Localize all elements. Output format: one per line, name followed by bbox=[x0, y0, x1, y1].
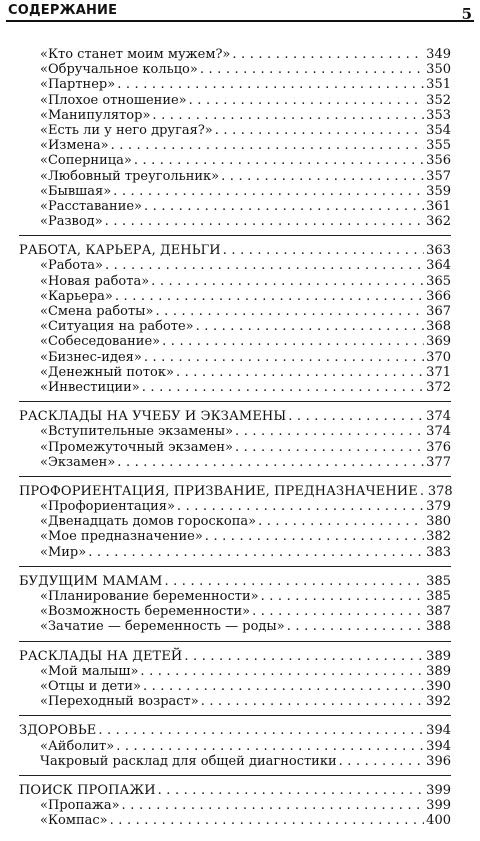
toc-entry-page-number: 364 bbox=[426, 258, 451, 274]
toc-section-heading-page-number: 389 bbox=[426, 648, 451, 664]
toc-section-heading-page-number: 363 bbox=[426, 243, 451, 259]
toc-section-heading-label: РАБОТА, КАРЬЕРА, ДЕНЬГИ bbox=[19, 243, 221, 259]
toc-entry-label: «Манипулятор» bbox=[40, 107, 151, 123]
dot-leader bbox=[205, 529, 424, 544]
toc-entry-page-number: 390 bbox=[426, 678, 451, 694]
dot-leader bbox=[88, 545, 424, 560]
dot-leader bbox=[110, 813, 425, 828]
dot-leader bbox=[339, 754, 425, 769]
toc-entry-page-number: 361 bbox=[426, 198, 451, 214]
toc-entry bbox=[19, 350, 451, 365]
toc-entry-label: «Ситуация на работе» bbox=[40, 319, 194, 335]
dot-leader bbox=[113, 184, 424, 199]
toc-section-heading-label: ПОИСК ПРОПАЖИ bbox=[19, 782, 156, 798]
toc-section-heading-label: ПРОФОРИЕНТАЦИЯ, ПРИЗВАНИЕ, ПРЕДНАЗНАЧЕНИЕ bbox=[19, 483, 418, 499]
toc-entry bbox=[19, 619, 451, 634]
toc-entry-page-number: 385 bbox=[426, 589, 451, 604]
toc-section bbox=[19, 574, 451, 642]
toc-entry-label: «Экзамен» bbox=[40, 454, 116, 470]
dot-leader bbox=[196, 319, 425, 334]
toc-entry bbox=[19, 380, 451, 395]
dot-leader bbox=[117, 77, 424, 92]
toc-entry-page-number: 372 bbox=[426, 379, 451, 395]
toc-entry bbox=[19, 289, 451, 304]
toc-entry-label: «Соперница» bbox=[40, 153, 132, 169]
dot-leader bbox=[200, 62, 424, 77]
toc-entry bbox=[19, 529, 451, 544]
toc-entry-label: Чакровый расклад для общей диагностики bbox=[40, 753, 337, 769]
dot-leader bbox=[134, 153, 424, 168]
toc-section bbox=[19, 409, 451, 477]
toc-entry bbox=[19, 274, 451, 289]
toc-entry-label: «Партнер» bbox=[40, 77, 116, 93]
toc-section bbox=[19, 484, 451, 567]
toc-section-heading bbox=[19, 484, 451, 499]
toc-entry-page-number: 371 bbox=[426, 364, 451, 380]
toc-section bbox=[19, 723, 451, 776]
toc-entry bbox=[19, 319, 451, 334]
dot-leader bbox=[115, 289, 424, 304]
dot-leader bbox=[420, 484, 426, 499]
toc-entry-page-number: 377 bbox=[426, 454, 451, 470]
toc-entry-label: «Есть ли у него другая?» bbox=[40, 122, 213, 138]
toc-entry bbox=[19, 514, 451, 529]
header-divider bbox=[6, 20, 474, 22]
toc-entry-label: «Планирование беременности» bbox=[40, 589, 259, 604]
dot-leader bbox=[288, 409, 424, 424]
table-of-contents bbox=[19, 47, 451, 841]
toc-entry-label: «Мое предназначение» bbox=[40, 529, 203, 545]
toc-entry-page-number: 376 bbox=[426, 439, 451, 455]
toc-entry bbox=[19, 153, 451, 168]
toc-entry-page-number: 365 bbox=[426, 273, 451, 289]
toc-entry-page-number: 349 bbox=[426, 47, 451, 62]
toc-entry-label: «Смена работы» bbox=[40, 304, 154, 319]
toc-entry-label: «Промежуточный экзамен» bbox=[40, 439, 233, 455]
toc-section-heading-page-number: 374 bbox=[426, 409, 451, 425]
toc-entry-label: «Любовный треугольник» bbox=[40, 168, 220, 184]
toc-entry bbox=[19, 499, 451, 514]
toc-section-heading-label: ЗДОРОВЬЕ bbox=[19, 723, 97, 739]
toc-entry-page-number: 383 bbox=[426, 544, 451, 560]
toc-section-heading-page-number: 378 bbox=[427, 483, 453, 499]
toc-entry-page-number: 359 bbox=[426, 183, 451, 199]
dot-leader bbox=[98, 723, 424, 738]
toc-entry-label: «Собеседование» bbox=[40, 334, 161, 350]
toc-section-heading-page-number: 385 bbox=[426, 573, 451, 589]
toc-entry-page-number: 382 bbox=[426, 529, 451, 545]
toc-entry-page-number: 369 bbox=[426, 334, 451, 350]
toc-entry-page-number: 387 bbox=[426, 604, 451, 620]
toc-section-heading-page-number: 399 bbox=[426, 782, 451, 798]
toc-entry bbox=[19, 258, 451, 273]
dot-leader bbox=[258, 514, 424, 529]
toc-section-heading-label: БУДУЩИМ МАМАМ bbox=[19, 573, 163, 589]
toc-entry-page-number: 351 bbox=[426, 77, 451, 93]
toc-section-heading bbox=[19, 243, 451, 258]
toc-entry-label: «Денежный поток» bbox=[40, 364, 174, 380]
toc-entry bbox=[19, 93, 451, 108]
dot-leader bbox=[223, 243, 424, 258]
toc-section-heading-page-number: 394 bbox=[426, 723, 451, 739]
toc-entry bbox=[19, 440, 451, 455]
toc-entry bbox=[19, 694, 451, 709]
dot-leader bbox=[215, 123, 424, 138]
toc-entry-page-number: 392 bbox=[426, 694, 451, 710]
toc-section-heading bbox=[19, 783, 451, 798]
toc-entry-label: «Развод» bbox=[40, 214, 103, 230]
toc-entry-page-number: 356 bbox=[426, 153, 451, 169]
dot-leader bbox=[105, 214, 425, 229]
toc-entry-page-number: 367 bbox=[426, 304, 451, 319]
dot-leader bbox=[117, 455, 424, 470]
toc-entry bbox=[19, 47, 451, 62]
toc-entry bbox=[19, 589, 451, 604]
toc-section bbox=[19, 783, 451, 835]
dot-leader bbox=[164, 574, 424, 589]
toc-entry-label: «Переходный возраст» bbox=[40, 694, 199, 710]
toc-entry-label: «Карьера» bbox=[40, 288, 113, 304]
toc-entry bbox=[19, 679, 451, 694]
dot-leader bbox=[140, 664, 424, 679]
dot-leader bbox=[252, 604, 424, 619]
toc-entry-label: «Отцы и дети» bbox=[40, 678, 141, 694]
toc-entry bbox=[19, 334, 451, 349]
toc-entry-label: «Кто станет моим мужем?» bbox=[40, 47, 231, 62]
toc-entry bbox=[19, 138, 451, 153]
toc-section-heading-label: РАСКЛАДЫ НА ДЕТЕЙ bbox=[19, 648, 183, 664]
toc-entry-label: «Айболит» bbox=[40, 738, 115, 754]
dot-leader bbox=[155, 304, 424, 319]
toc-entry bbox=[19, 77, 451, 92]
toc-entry bbox=[19, 214, 451, 229]
toc-entry-label: «Мир» bbox=[40, 544, 87, 560]
toc-entry-page-number: 389 bbox=[426, 663, 451, 679]
toc-entry-label: «Двенадцать домов гороскопа» bbox=[40, 514, 257, 530]
toc-entry-page-number: 388 bbox=[426, 619, 451, 635]
toc-entry-page-number: 379 bbox=[426, 499, 451, 515]
page-number: 5 bbox=[461, 5, 472, 23]
dot-leader bbox=[235, 440, 424, 455]
toc-entry-label: «Измена» bbox=[40, 138, 109, 154]
toc-entry-label: «Вступительные экзамены» bbox=[40, 424, 234, 440]
toc-section bbox=[19, 243, 451, 402]
toc-entry bbox=[19, 365, 451, 380]
page-header bbox=[6, 0, 474, 22]
toc-entry bbox=[19, 199, 451, 214]
dot-leader bbox=[177, 499, 424, 514]
toc-entry bbox=[19, 184, 451, 199]
toc-entry-page-number: 362 bbox=[426, 214, 451, 230]
dot-leader bbox=[235, 424, 424, 439]
toc-entry-page-number: 366 bbox=[426, 288, 451, 304]
dot-leader bbox=[152, 108, 424, 123]
toc-entry-page-number: 396 bbox=[426, 753, 451, 769]
toc-entry-label: «Возможность беременности» bbox=[40, 604, 251, 620]
running-title: СОДЕРЖАНИЕ bbox=[8, 3, 118, 18]
dot-leader bbox=[189, 93, 425, 108]
toc-section-heading-label: РАСКЛАДЫ НА УЧЕБУ И ЭКЗАМЕНЫ bbox=[19, 409, 287, 425]
dot-leader bbox=[144, 350, 424, 365]
dot-leader bbox=[232, 47, 424, 62]
toc-entry-label: «Пропажа» bbox=[40, 798, 120, 814]
dot-leader bbox=[142, 380, 424, 395]
dot-leader bbox=[158, 783, 425, 798]
toc-entry bbox=[19, 169, 451, 184]
toc-entry-label: «Профориентация» bbox=[40, 499, 175, 515]
dot-leader bbox=[116, 739, 424, 754]
toc-entry-page-number: 352 bbox=[426, 92, 451, 108]
dot-leader bbox=[221, 169, 424, 184]
dot-leader bbox=[105, 258, 424, 273]
dot-leader bbox=[287, 619, 424, 634]
dot-leader bbox=[176, 365, 424, 380]
dot-leader bbox=[143, 679, 424, 694]
toc-entry-label: «Зачатие — беременность — роды» bbox=[40, 619, 285, 635]
toc-entry-page-number: 355 bbox=[426, 138, 451, 154]
toc-entry bbox=[19, 108, 451, 123]
toc-entry bbox=[19, 604, 451, 619]
toc-entry-label: «Компас» bbox=[40, 813, 108, 829]
toc-entry-label: «Бизнес-идея» bbox=[40, 349, 142, 365]
toc-entry bbox=[19, 123, 451, 138]
toc-entry-page-number: 368 bbox=[426, 319, 451, 335]
toc-entry-label: «Обручальное кольцо» bbox=[40, 62, 198, 78]
toc-entry-page-number: 350 bbox=[426, 62, 451, 78]
toc-entry-label: «Инвестиции» bbox=[40, 379, 140, 395]
dot-leader bbox=[184, 649, 424, 664]
toc-entry-label: «Бывшая» bbox=[40, 183, 112, 199]
toc-entry bbox=[19, 424, 451, 439]
toc-entry-label: «Новая работа» bbox=[40, 273, 150, 289]
toc-entry bbox=[19, 62, 451, 77]
dot-leader bbox=[111, 138, 425, 153]
dot-leader bbox=[201, 694, 424, 709]
toc-entry-page-number: 400 bbox=[426, 813, 451, 829]
dot-leader bbox=[122, 798, 425, 813]
dot-leader bbox=[261, 589, 425, 604]
toc-entry-page-number: 357 bbox=[426, 168, 451, 184]
toc-section-heading bbox=[19, 723, 451, 738]
toc-entry-label: «Мой малыш» bbox=[40, 663, 139, 679]
toc-entry bbox=[19, 545, 451, 560]
dot-leader bbox=[151, 274, 424, 289]
toc-section bbox=[19, 47, 451, 236]
toc-section-heading bbox=[19, 574, 451, 589]
toc-entry-page-number: 380 bbox=[426, 514, 451, 530]
toc-entry bbox=[19, 739, 451, 754]
toc-section-heading bbox=[19, 649, 451, 664]
toc-entry bbox=[19, 813, 451, 828]
dot-leader bbox=[162, 334, 424, 349]
toc-section-heading bbox=[19, 409, 451, 424]
toc-entry-page-number: 394 bbox=[426, 738, 451, 754]
toc-entry-page-number: 374 bbox=[426, 424, 451, 440]
toc-entry bbox=[19, 304, 451, 319]
toc-entry-label: «Работа» bbox=[40, 258, 104, 274]
toc-section bbox=[19, 649, 451, 717]
toc-entry bbox=[19, 798, 451, 813]
toc-entry-label: «Плохое отношение» bbox=[40, 92, 187, 108]
toc-entry bbox=[19, 664, 451, 679]
toc-entry-page-number: 353 bbox=[426, 107, 451, 123]
toc-entry bbox=[19, 754, 451, 769]
toc-entry-page-number: 370 bbox=[426, 349, 451, 365]
toc-entry-page-number: 354 bbox=[426, 122, 451, 138]
toc-entry bbox=[19, 455, 451, 470]
toc-entry-label: «Расставание» bbox=[40, 198, 143, 214]
dot-leader bbox=[144, 199, 424, 214]
toc-entry-page-number: 399 bbox=[426, 798, 451, 814]
